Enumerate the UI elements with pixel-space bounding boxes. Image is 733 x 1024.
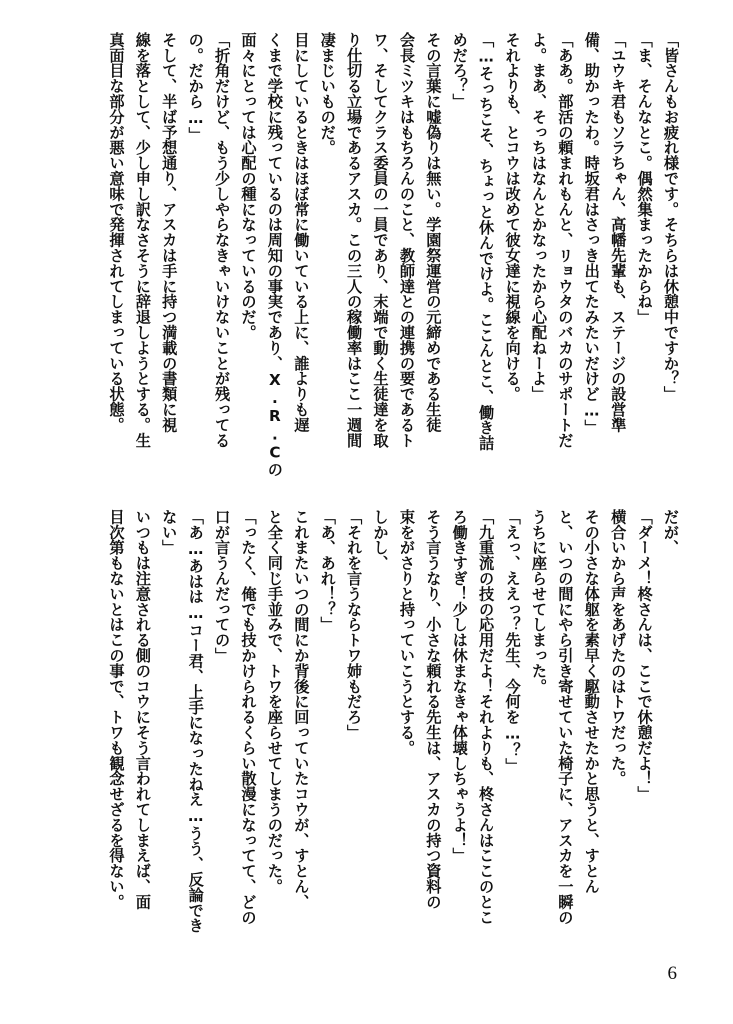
text-line: 束をがさりと持っていこうとする。 <box>397 509 416 756</box>
text-line: ろ働きすぎ！少しは休まなきゃ体壊しちゃうよ！」 <box>450 509 469 864</box>
upper-text-column <box>104 32 684 477</box>
text-line: 会長ミツキはもちろんのこと、教師達との連携の要であるト <box>397 32 416 448</box>
text-line: 「皆さんもお疲れ様です。そちらは休憩中ですか？」 <box>662 32 680 402</box>
text-line: り仕切る立場であるアスカ。この三人の稼働率はここ一週間 <box>345 32 364 448</box>
text-line: そう言うなり、小さな頼れる先生は、アスカの持つ資料の <box>424 509 443 910</box>
text-line: その言葉に嘘偽りは無い。学園祭運営の元締めである生徒 <box>424 32 443 433</box>
text-line: めだろ？」 <box>450 32 469 109</box>
text-line: ない」 <box>160 509 179 556</box>
text-line: 「ったく、俺でも技かけられるくらい散漫になってて、どの <box>239 509 258 925</box>
text-line: そして、半ば予想通り、アスカは手に持つ満載の書類に視 <box>160 32 179 433</box>
text-line: 面々にとっては心配の種になっているのだ。 <box>239 32 258 340</box>
text-line: うちに座らせてしまった。 <box>529 509 548 694</box>
text-line: 「えっ、ええっ？先生、今何を…？」 <box>503 509 522 774</box>
text-line: 備、助かったわ。時坂君はさっき出てたみたいだけど…」 <box>582 32 601 436</box>
text-line: しかし、 <box>371 509 390 571</box>
text-line: 「…そっちこそ、ちょっと休んでけよ。ここんとこ、働き詰 <box>477 32 496 451</box>
text-line: 「ダーメ！柊さんは、ここで休憩だよ！」 <box>635 509 654 802</box>
text-line: 「それを言うならトワ姉もだろ」 <box>345 509 364 740</box>
text-line: の。だから…」 <box>186 32 205 143</box>
text-line: 「あ…あはは…コー君、上手になったねえ…うう、反論でき <box>186 509 205 934</box>
text-line: 口が言うんだっての」 <box>213 509 232 663</box>
text-line: それよりも、とコウは改めて彼女達に視線を向ける。 <box>503 32 522 402</box>
text-line: 目にしているときはほぼ常に働いている上に、誰よりも遅 <box>292 32 311 433</box>
text-line: 「ユウキ君もソラちゃん、高幡先輩も、ステージの設営準 <box>609 32 628 433</box>
text-line: 「折角だけど、もう少しやらなきゃいけないことが残ってる <box>213 32 232 448</box>
text-line: だが、 <box>662 509 680 556</box>
text-line: その小さな体躯を素早く駆動させたかと思うと、すとん <box>582 509 601 894</box>
page-number: 6 <box>667 963 677 984</box>
text-line: と全く同じ手並みで、トワを座らせてしまうのだった。 <box>265 509 284 894</box>
text-line: これまたいつの間にか背後に回っていたコウが、すとん、 <box>292 509 311 910</box>
text-line: 「ま、そんなとこ。偶然集まったからね」 <box>635 32 654 325</box>
text-line: 横合いから声をあげたのはトワだった。 <box>609 509 628 787</box>
text-line: 真面目な部分が悪い意味で発揮されてしまっている状態。 <box>107 32 126 433</box>
text-line: 線を落として、少し申し訳なさそうに辞退しようとする。生 <box>133 32 152 448</box>
text-line: くまで学校に残っているのは周知の事実であり、X.R.Cの <box>265 32 284 477</box>
lower-text-column <box>104 509 684 939</box>
text-line: ワ、そしてクラス委員の一員であり、末端で動く生徒達を取 <box>371 32 390 448</box>
text-line: いつもは注意される側のコウにそう言われてしまえば、面 <box>133 509 152 910</box>
text-line: 「あ、あれ！？」 <box>318 509 337 633</box>
text-line: 「九重流の技の応用だよ！それよりも、柊さんはここのとこ <box>477 509 496 925</box>
text-line: 「ああ。部活の頼まれもんと、リョウタのバカのサポートだ <box>556 32 575 448</box>
text-line: と、いつの間にやら引き寄せていた椅子に、アスカを一瞬の <box>556 509 575 925</box>
text-line: 凄まじいものだ。 <box>318 32 337 156</box>
text-line: よ。まあ、そっちはなんとかなったから心配ねーよ」 <box>529 32 548 402</box>
text-line: 目次第もないとはこの事で、トワも観念せざるを得ない。 <box>107 509 126 910</box>
